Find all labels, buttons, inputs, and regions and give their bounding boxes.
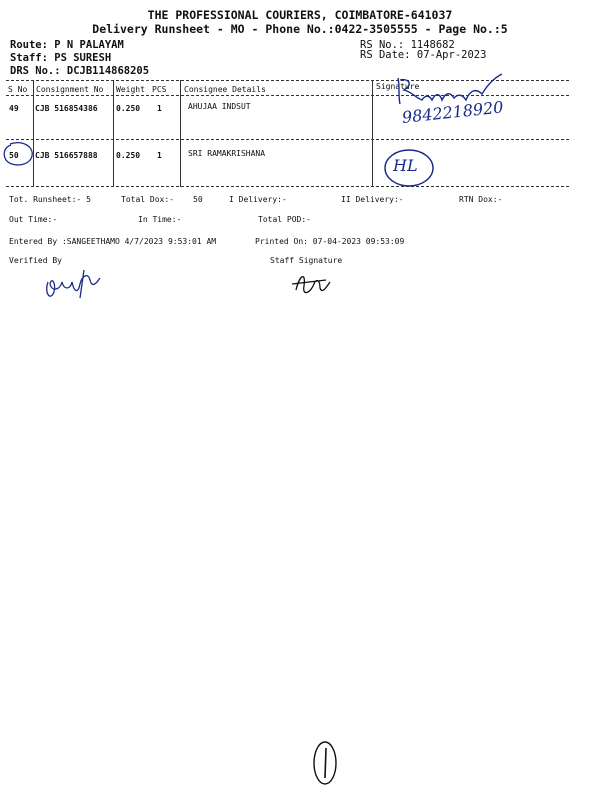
column-divider <box>372 80 373 187</box>
out-time: Out Time:- <box>9 215 58 224</box>
column-header: Consignment No <box>36 85 104 94</box>
total-dox-value: 50 <box>193 195 203 204</box>
verified-by-signature <box>40 262 110 307</box>
column-divider <box>113 80 114 187</box>
row-consignee: SRI RAMAKRISHANA <box>188 149 266 158</box>
drs-number: DRS No.: DCJB114868205 <box>10 65 150 77</box>
verified-by-label: Verified By <box>9 256 62 265</box>
staff-label: Staff: PS SURESH <box>10 52 112 64</box>
column-header: Weight <box>116 85 145 94</box>
total-dox-label: Total Dox:- <box>121 195 174 204</box>
row-consignment: CJB 516854386 <box>35 104 98 113</box>
column-divider <box>180 80 181 187</box>
handwritten-phone-number: 9842218920 <box>401 97 505 127</box>
row-serial: 50 <box>9 151 19 160</box>
column-header: S No <box>8 85 28 94</box>
rs-number: RS No.: 1148682 <box>360 39 455 51</box>
total-pod: Total POD:- <box>258 215 311 224</box>
handwritten-mark <box>310 738 340 788</box>
first-delivery: I Delivery:- <box>229 195 287 204</box>
row-weight: 0.250 <box>116 151 141 160</box>
second-delivery: II Delivery:- <box>341 195 404 204</box>
staff-signature <box>290 268 335 300</box>
rs-date: RS Date: 07-Apr-2023 <box>360 49 487 61</box>
staff-signature-label: Staff Signature <box>270 256 343 265</box>
entered-by: Entered By :SANGEETHAMO 4/7/2023 9:53:01 AM <box>9 237 217 246</box>
column-divider <box>33 80 34 187</box>
hand-drawn-circle <box>2 140 36 170</box>
document-subtitle: Delivery Runsheet - MO - Phone No.:0422-3505555 - Page No.:5 <box>92 22 508 36</box>
total-runsheet: Tot. Runsheet:- 5 <box>9 195 91 204</box>
printed-on: Printed On: 07-04-2023 09:53:09 <box>255 237 405 246</box>
route-label: Route: P N PALAYAM <box>10 39 124 51</box>
row-divider <box>6 139 569 140</box>
column-header: Signature <box>376 82 420 91</box>
row-pcs: 1 <box>157 104 162 113</box>
column-header: Consignee Details <box>184 85 266 94</box>
rtn-dox: RTN Dox:- <box>459 195 503 204</box>
row-serial: 49 <box>9 104 19 113</box>
in-time: In Time:- <box>138 215 182 224</box>
row-pcs: 1 <box>157 151 162 160</box>
table-bottom-rule <box>6 186 569 187</box>
row-weight: 0.250 <box>116 104 141 113</box>
column-header: PCS <box>152 85 167 94</box>
handwritten-initials: HL <box>393 156 418 175</box>
document-title: THE PROFESSIONAL COURIERS, COIMBATORE-641037 <box>147 8 453 22</box>
row-consignment: CJB 516657888 <box>35 151 98 160</box>
row-consignee: AHUJAA INDSUT <box>188 102 251 111</box>
